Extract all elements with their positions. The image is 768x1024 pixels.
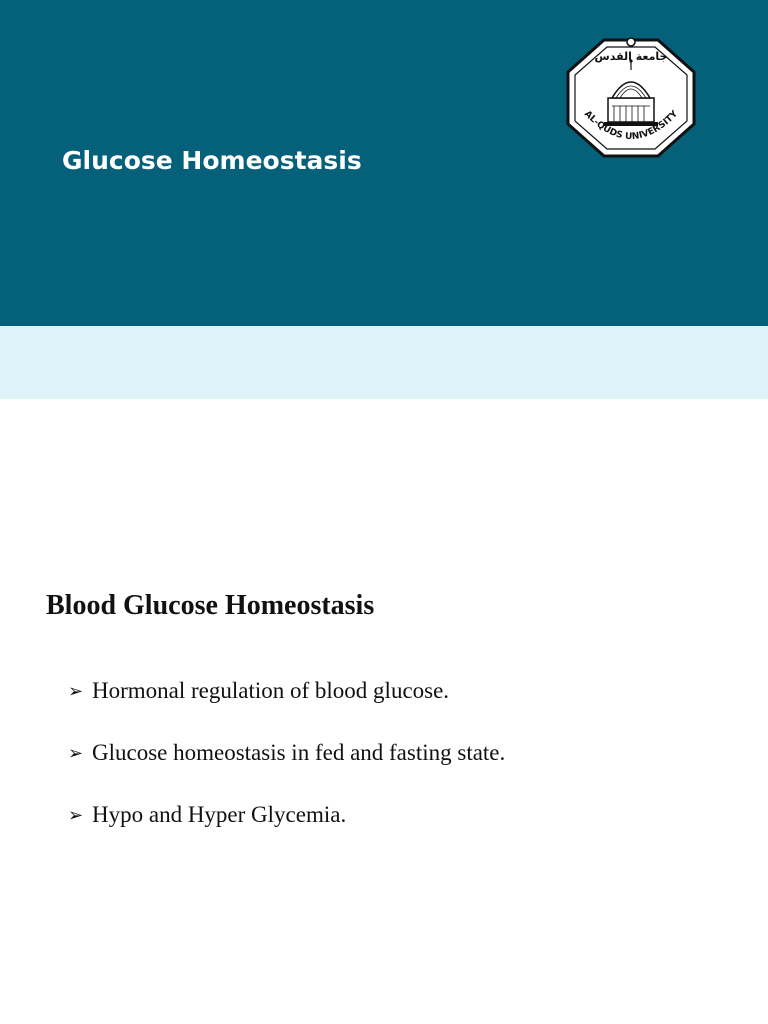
seal-english-text: AL-QUDS UNIVERSITY: [581, 109, 681, 143]
arrow-bullet-icon: ➢: [68, 680, 84, 702]
al-quds-university-seal-icon: [562, 36, 700, 160]
section-heading: Blood Glucose Homeostasis: [46, 590, 375, 621]
arrow-bullet-icon: ➢: [68, 742, 84, 764]
bullet-text: Hormonal regulation of blood glucose.: [92, 678, 450, 703]
accent-band: [0, 326, 768, 399]
list-item: [68, 784, 505, 846]
arrow-bullet-icon: ➢: [68, 804, 84, 826]
bullet-list: [68, 660, 505, 846]
seal-arabic-text: جامعة القدس: [594, 50, 668, 63]
list-item: [68, 722, 505, 784]
list-item: [68, 660, 505, 722]
bullet-text: Glucose homeostasis in fed and fasting state.: [92, 740, 506, 765]
bullet-text: Hypo and Hyper Glycemia.: [92, 802, 347, 827]
header-band: [0, 0, 768, 326]
slide-title: Glucose Homeostasis: [62, 146, 362, 175]
